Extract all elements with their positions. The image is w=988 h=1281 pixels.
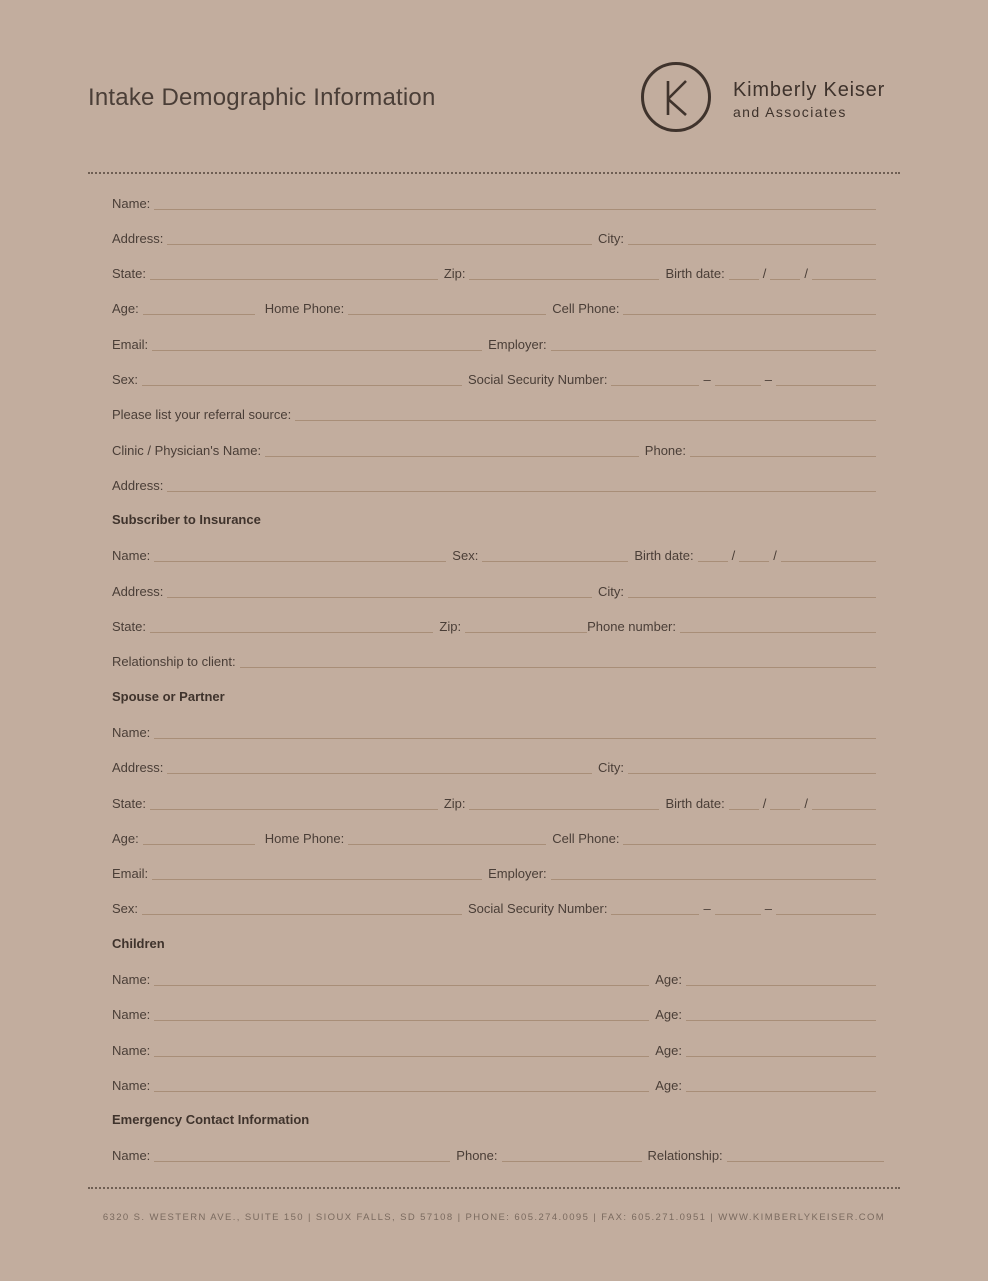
city-label: City: [598,231,624,246]
row-emergency [112,1144,884,1164]
child-1-name-field[interactable] [154,985,649,986]
spouse-birth-month-field[interactable] [729,809,759,810]
insurance-birth-month-field[interactable] [698,561,728,562]
row-child-2 [112,1003,876,1023]
insurance-birth-day-field[interactable] [739,561,769,562]
row-spouse-sex: Sex: Social Security Number: – – [112,897,876,917]
child-name-label: Name: [112,1043,151,1058]
birth-date-label: Birth date: [665,266,725,281]
spouse-name-field[interactable] [154,738,876,739]
child-name-label: Name: [112,1007,151,1022]
relationship-to-client-label: Relationship to client: [112,654,236,669]
child-1-age-field[interactable] [686,985,876,986]
clinic-phone-field[interactable] [690,456,876,457]
emergency-relationship-field[interactable] [727,1161,884,1162]
emergency-phone-label: Phone: [456,1148,498,1163]
spouse-home-phone-label: Home Phone: [264,831,345,846]
age-field[interactable] [143,314,255,315]
spouse-email-field[interactable] [152,879,482,880]
logo-k-icon [641,62,711,132]
child-3-age-field[interactable] [686,1056,876,1057]
child-4-name-field[interactable] [154,1091,649,1092]
spouse-ssn-part1-field[interactable] [611,914,699,915]
spouse-name-label: Name: [112,725,151,740]
child-age-label: Age: [655,1007,682,1022]
spouse-state-field[interactable] [150,809,438,810]
zip-field[interactable] [469,279,659,280]
child-age-label: Age: [655,1043,682,1058]
child-name-label: Name: [112,972,151,987]
insurance-city-label: City: [598,584,624,599]
email-field[interactable] [152,350,482,351]
row-insurance-state [112,615,876,635]
insurance-city-field[interactable] [628,597,876,598]
row-child-1 [112,968,876,988]
spouse-employer-field[interactable] [551,879,876,880]
ssn-label: Social Security Number: [468,372,608,387]
state-field[interactable] [150,279,438,280]
spouse-cell-phone-label: Cell Phone: [552,831,620,846]
row-spouse-age [112,827,876,847]
relationship-to-client-field[interactable] [240,667,876,668]
spouse-address-field[interactable] [167,773,592,774]
spouse-ssn-part2-field[interactable] [715,914,761,915]
insurance-birth-date-label: Birth date: [634,548,694,563]
row-child-3 [112,1039,876,1059]
zip-label: Zip: [443,266,466,281]
ssn-part2-field[interactable] [715,385,761,386]
insurance-sex-field[interactable] [482,561,628,562]
child-2-age-field[interactable] [686,1020,876,1021]
address-label: Address: [112,231,164,246]
row-address [112,227,876,247]
row-spouse-address [112,756,876,776]
row-sex: Sex: Social Security Number: – – [112,368,876,388]
spouse-state-label: State: [112,796,146,811]
name-field[interactable] [154,209,876,210]
section-children-heading: Children [112,936,165,951]
row-state: State: Zip: Birth date: / / [112,262,876,282]
cell-phone-field[interactable] [623,314,876,315]
row-spouse-state: State: Zip: Birth date: / / [112,792,876,812]
row-spouse-email [112,862,876,882]
insurance-name-label: Name: [112,548,151,563]
spouse-birth-year-field[interactable] [812,809,876,810]
ssn-part3-field[interactable] [776,385,876,386]
spouse-birth-day-field[interactable] [770,809,800,810]
row-relationship-to-client [112,650,876,670]
company-logo [641,62,941,142]
spouse-ssn-label: Social Security Number: [468,901,608,916]
emergency-name-label: Name: [112,1148,151,1163]
section-emergency-heading: Emergency Contact Information [112,1112,310,1127]
footer-contact: 6320 S. WESTERN AVE., SUITE 150 | SIOUX FALLS, SD 57108 | PHONE: 605.274.0095 | FAX: 605.271.0951 | WWW.KIMBERLYKEISER.COM [102,1212,886,1223]
insurance-state-label: State: [112,619,146,634]
insurance-address-label: Address: [112,584,164,599]
logo-name: Kimberly Keiser [733,79,886,101]
city-field[interactable] [628,244,876,245]
email-label: Email: [112,337,149,352]
child-4-age-field[interactable] [686,1091,876,1092]
home-phone-field[interactable] [348,314,546,315]
spouse-sex-field[interactable] [142,914,462,915]
insurance-phone-field[interactable] [680,632,876,633]
clinic-address-label: Address: [112,478,164,493]
spouse-employer-label: Employer: [488,866,547,881]
address-field[interactable] [167,244,592,245]
spouse-zip-field[interactable] [469,809,659,810]
cell-phone-label: Cell Phone: [552,301,620,316]
clinic-address-field[interactable] [167,491,876,492]
row-spouse-name [112,721,876,741]
row-clinic-address [112,474,876,494]
insurance-zip-label: Zip: [439,619,462,634]
spouse-address-label: Address: [112,760,164,775]
age-label: Age: [112,301,139,316]
insurance-address-field[interactable] [167,597,592,598]
row-email [112,333,876,353]
home-phone-label: Home Phone: [264,301,345,316]
emergency-relationship-label: Relationship: [647,1148,723,1163]
birth-month-field[interactable] [729,279,759,280]
sex-label: Sex: [112,372,139,387]
insurance-state-field[interactable] [150,632,433,633]
ssn-part1-field[interactable] [611,385,699,386]
employer-field[interactable] [551,350,876,351]
name-label: Name: [112,196,151,211]
insurance-phone-label: Phone number: [587,619,676,634]
employer-label: Employer: [488,337,547,352]
emergency-name-field[interactable] [154,1161,450,1162]
section-insurance-heading: Subscriber to Insurance [112,512,261,527]
clinic-phone-label: Phone: [644,443,686,458]
spouse-age-label: Age: [112,831,139,846]
row-insurance-address [112,580,876,600]
row-clinic [112,439,876,459]
sex-field[interactable] [142,385,462,386]
clinic-label: Clinic / Physician's Name: [112,443,262,458]
referral-label: Please list your referral source: [112,407,292,422]
spouse-city-field[interactable] [628,773,876,774]
page-title: Intake Demographic Information [88,84,436,111]
spouse-city-label: City: [598,760,624,775]
row-referral [112,403,876,423]
spouse-home-phone-field[interactable] [348,844,546,845]
bottom-divider [88,1187,900,1189]
child-name-label: Name: [112,1078,151,1093]
birth-day-field[interactable] [770,279,800,280]
insurance-sex-label: Sex: [452,548,479,563]
spouse-age-field[interactable] [143,844,255,845]
row-insurance-name: Name: Sex: Birth date: / / [112,544,876,564]
spouse-email-label: Email: [112,866,149,881]
section-spouse-heading: Spouse or Partner [112,689,225,704]
spouse-zip-label: Zip: [443,796,466,811]
top-divider [88,172,900,174]
child-2-name-field[interactable] [154,1020,649,1021]
insurance-name-field[interactable] [154,561,446,562]
insurance-birth-year-field[interactable] [781,561,876,562]
row-name [112,192,876,212]
spouse-ssn-part3-field[interactable] [776,914,876,915]
clinic-field[interactable] [265,456,639,457]
referral-field[interactable] [295,420,876,421]
birth-year-field[interactable] [812,279,876,280]
insurance-zip-field[interactable] [465,632,587,633]
child-age-label: Age: [655,1078,682,1093]
state-label: State: [112,266,146,281]
row-child-4 [112,1074,876,1094]
spouse-birth-date-label: Birth date: [665,796,725,811]
logo-subtitle: and Associates [733,104,847,120]
spouse-cell-phone-field[interactable] [623,844,876,845]
spouse-sex-label: Sex: [112,901,139,916]
child-3-name-field[interactable] [154,1056,649,1057]
row-age [112,297,876,317]
child-age-label: Age: [655,972,682,987]
emergency-phone-field[interactable] [502,1161,642,1162]
